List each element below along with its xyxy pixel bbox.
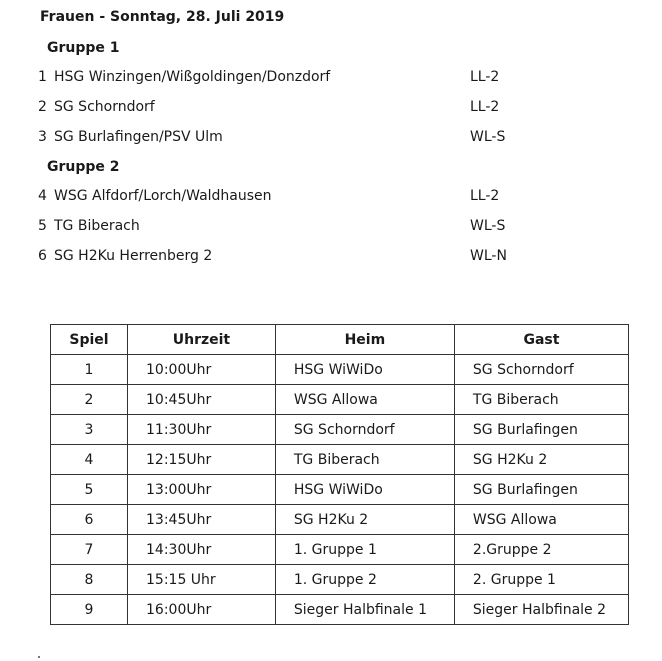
team-name: TG Biberach — [54, 218, 140, 234]
team-name: WSG Alfdorf/Lorch/Waldhausen — [54, 188, 272, 204]
cell-gast: WSG Allowa — [454, 505, 628, 535]
team-number: 6 — [38, 248, 47, 264]
team-row — [38, 248, 598, 268]
cell-gast: SG H2Ku 2 — [454, 445, 628, 475]
cell-spiel: 6 — [51, 505, 128, 535]
cell-gast: 2.Gruppe 2 — [454, 535, 628, 565]
cell-spiel: 8 — [51, 565, 128, 595]
cell-uhrzeit: 12:15Uhr — [128, 445, 276, 475]
cell-gast: SG Schorndorf — [454, 355, 628, 385]
cell-gast: SG Burlafingen — [454, 475, 628, 505]
team-league: LL-2 — [470, 188, 500, 204]
team-row — [38, 188, 598, 208]
column-header-heim: Heim — [275, 325, 454, 355]
cell-heim: 1. Gruppe 2 — [275, 565, 454, 595]
table-row — [51, 565, 629, 595]
column-header-uhrzeit: Uhrzeit — [128, 325, 276, 355]
team-league: LL-2 — [470, 69, 500, 85]
cell-gast: Sieger Halbfinale 2 — [454, 595, 628, 625]
table-row — [51, 595, 629, 625]
cell-uhrzeit: 16:00Uhr — [128, 595, 276, 625]
cell-gast: SG Burlafingen — [454, 415, 628, 445]
cell-heim: SG H2Ku 2 — [275, 505, 454, 535]
team-row — [38, 99, 598, 119]
cell-heim: SG Schorndorf — [275, 415, 454, 445]
cell-uhrzeit: 15:15 Uhr — [128, 565, 276, 595]
cell-spiel: 9 — [51, 595, 128, 625]
cell-heim: HSG WiWiDo — [275, 355, 454, 385]
team-league: WL-N — [470, 248, 507, 264]
column-header-gast: Gast — [454, 325, 628, 355]
team-row — [38, 129, 598, 149]
table-header-row — [51, 325, 629, 355]
table-row — [51, 475, 629, 505]
cell-uhrzeit: 13:00Uhr — [128, 475, 276, 505]
team-row — [38, 69, 598, 89]
table-row — [51, 535, 629, 565]
cell-heim: Sieger Halbfinale 1 — [275, 595, 454, 625]
cell-uhrzeit: 10:00Uhr — [128, 355, 276, 385]
team-number: 2 — [38, 99, 47, 115]
cell-uhrzeit: 14:30Uhr — [128, 535, 276, 565]
table-row — [51, 445, 629, 475]
table-row — [51, 385, 629, 415]
team-league: LL-2 — [470, 99, 500, 115]
team-league: WL-S — [470, 129, 506, 145]
table-row — [51, 355, 629, 385]
team-name: SG Burlafingen/PSV Ulm — [54, 129, 223, 145]
team-name: HSG Winzingen/Wißgoldingen/Donzdorf — [54, 69, 331, 85]
page-title: Frauen - Sonntag, 28. Juli 2019 — [40, 9, 285, 25]
cell-heim: TG Biberach — [275, 445, 454, 475]
cell-uhrzeit: 13:45Uhr — [128, 505, 276, 535]
group-heading-2: Gruppe 2 — [47, 159, 120, 175]
cell-uhrzeit: 11:30Uhr — [128, 415, 276, 445]
team-number: 3 — [38, 129, 47, 145]
cell-spiel: 2 — [51, 385, 128, 415]
column-header-spiel: Spiel — [51, 325, 128, 355]
cell-spiel: 4 — [51, 445, 128, 475]
cell-gast: 2. Gruppe 1 — [454, 565, 628, 595]
cell-spiel: 3 — [51, 415, 128, 445]
cell-heim: 1. Gruppe 1 — [275, 535, 454, 565]
team-league: WL-S — [470, 218, 506, 234]
cell-spiel: 1 — [51, 355, 128, 385]
page-mark — [38, 656, 40, 658]
cell-spiel: 5 — [51, 475, 128, 505]
cell-gast: TG Biberach — [454, 385, 628, 415]
team-name: SG H2Ku Herrenberg 2 — [54, 248, 213, 264]
table-row — [51, 505, 629, 535]
table-row — [51, 415, 629, 445]
cell-heim: WSG Allowa — [275, 385, 454, 415]
team-number: 4 — [38, 188, 47, 204]
group-heading-1: Gruppe 1 — [47, 40, 120, 56]
cell-spiel: 7 — [51, 535, 128, 565]
cell-heim: HSG WiWiDo — [275, 475, 454, 505]
team-number: 5 — [38, 218, 47, 234]
cell-uhrzeit: 10:45Uhr — [128, 385, 276, 415]
schedule-table — [50, 324, 629, 625]
team-number: 1 — [38, 69, 47, 85]
team-name: SG Schorndorf — [54, 99, 155, 115]
team-row — [38, 218, 598, 238]
